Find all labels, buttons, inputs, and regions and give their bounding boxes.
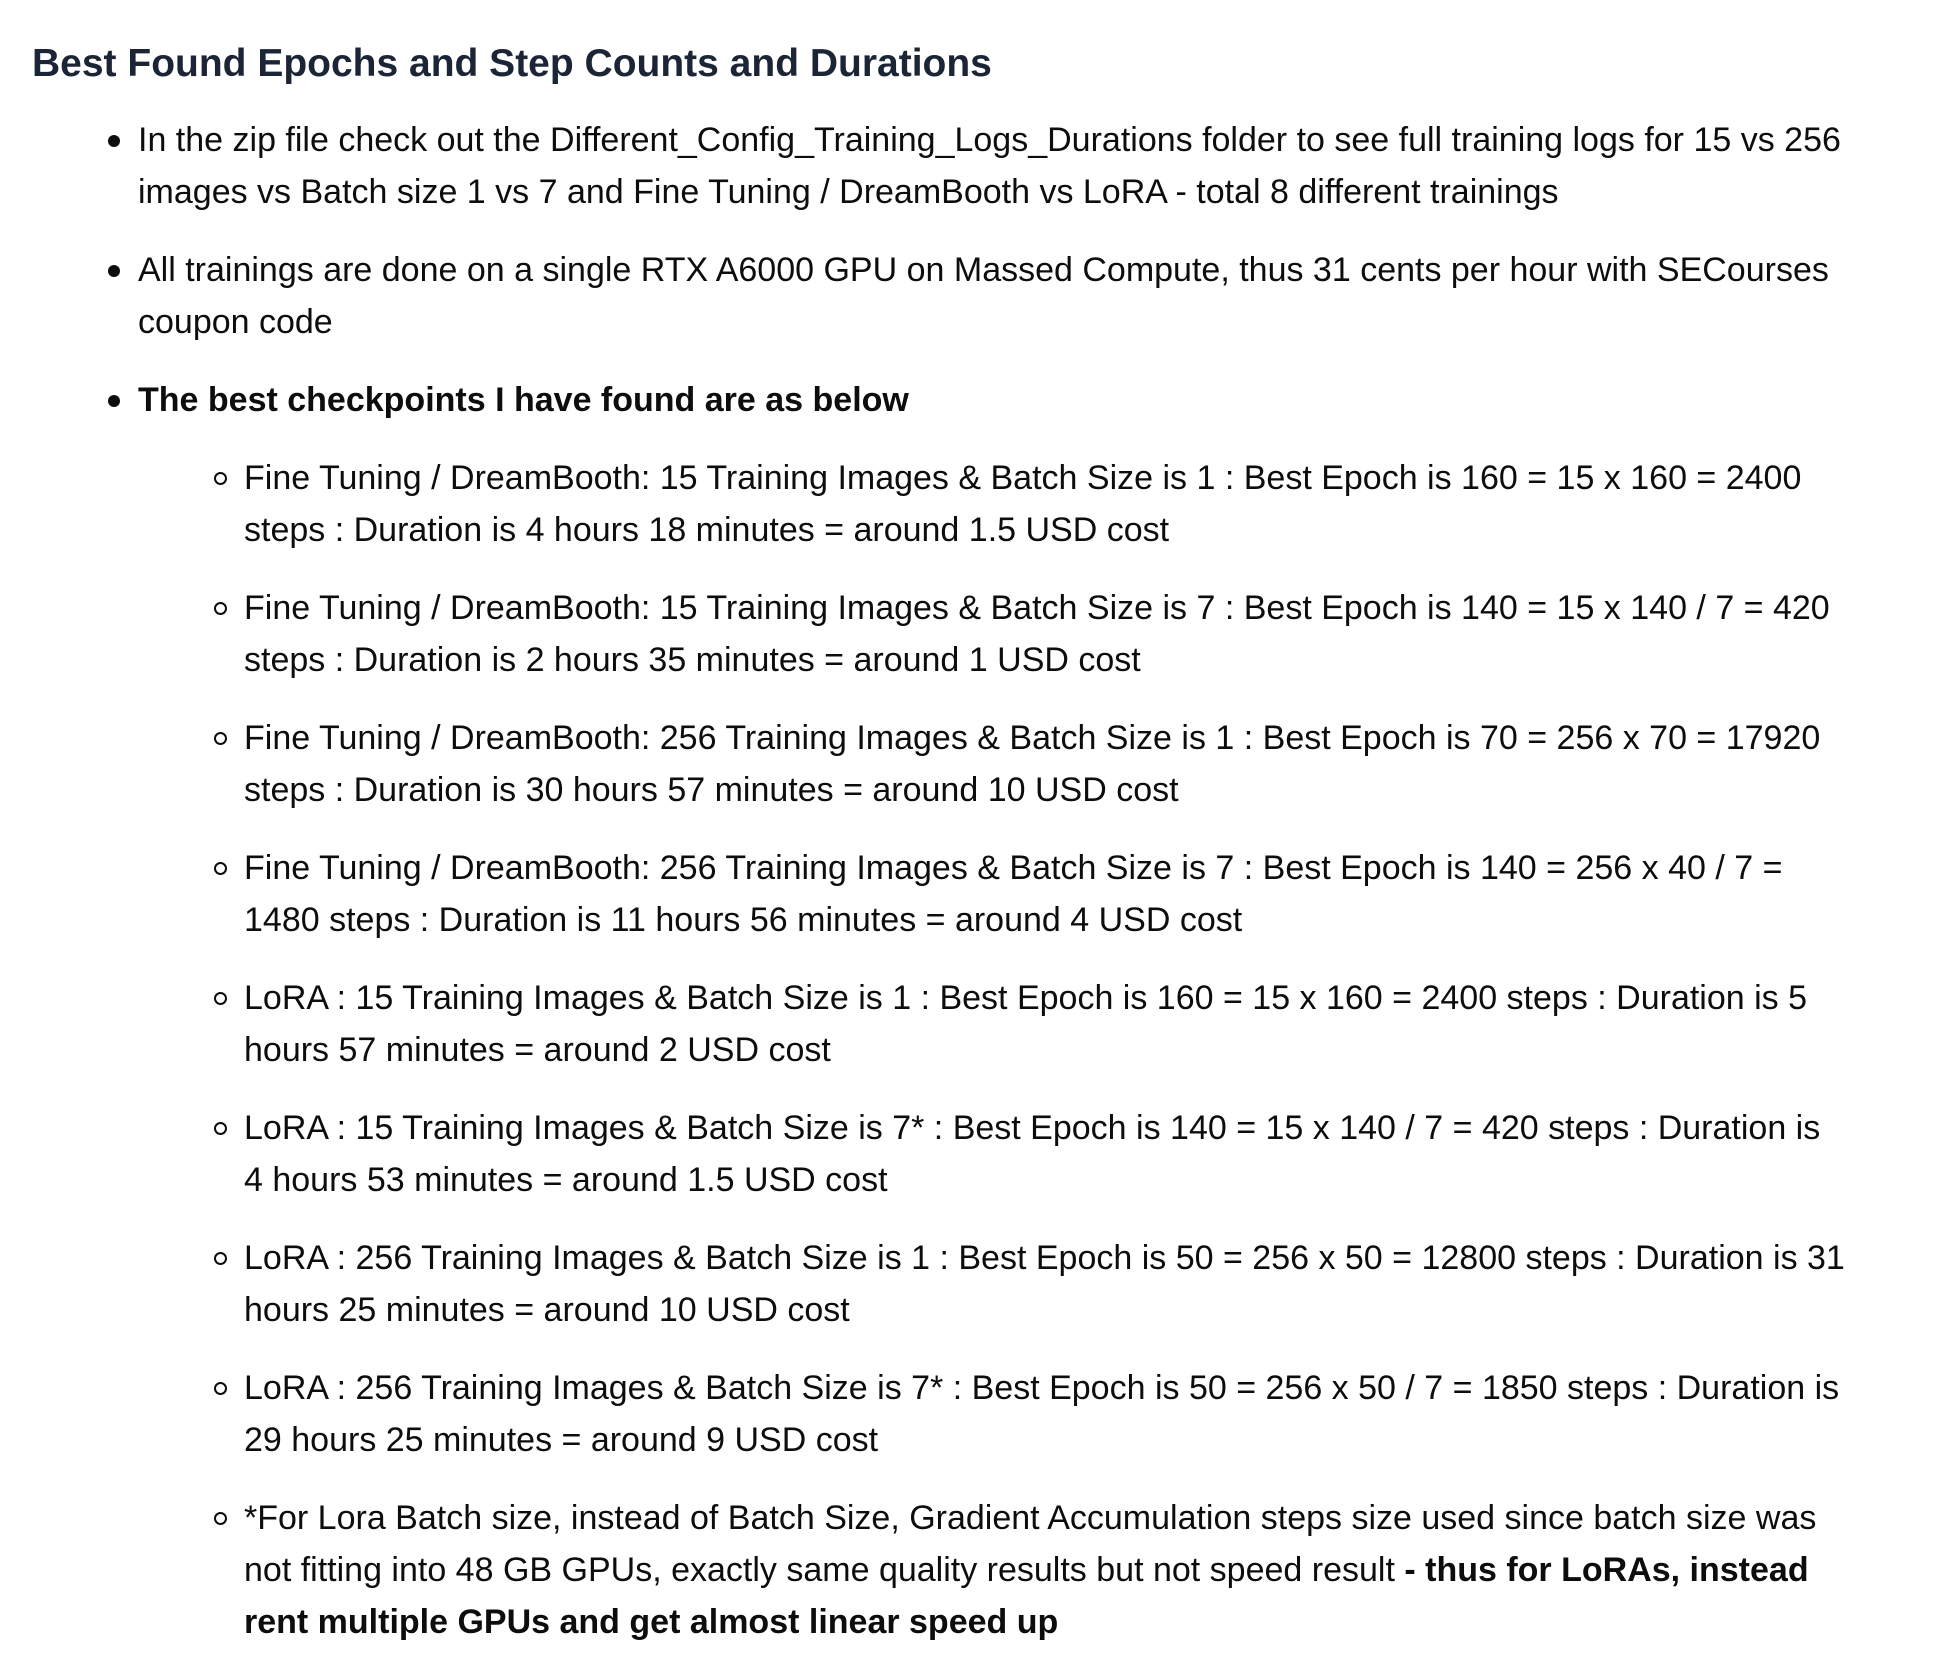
bullet-dot-icon [108, 395, 120, 407]
checkpoint-text: LoRA : 256 Training Images & Batch Size is 7* : Best Epoch is 50 = 256 x 50 / 7 = 1850 steps : Duration is 29 hours 25 minutes = around 9 USD cost [244, 1369, 1840, 1459]
checkpoint-text: LoRA : 15 Training Images & Batch Size is 7* : Best Epoch is 140 = 15 x 140 / 7 = 420 steps : Duration is 4 hours 53 minutes = around 1.5 USD cost [244, 1109, 1821, 1199]
list-item [32, 374, 1927, 1648]
bullet-list [32, 114, 1927, 1648]
checkpoint-text: LoRA : 256 Training Images & Batch Size is 1 : Best Epoch is 50 = 256 x 50 = 12800 steps : Duration is 31 hours 25 minutes = around 10 USD cost [244, 1239, 1845, 1329]
checkpoint-item [32, 452, 1887, 556]
section-heading: Best Found Epochs and Step Counts and Durations [32, 42, 992, 85]
checkpoint-text: Fine Tuning / DreamBooth: 256 Training Images & Batch Size is 1 : Best Epoch is 70 = 256 x 70 = 17920 steps : Duration is 30 hours 57 minutes = around 10 USD cost [244, 719, 1821, 809]
bullet-circle-icon [214, 1512, 227, 1525]
bullet-circle-icon [214, 862, 227, 875]
bullet-circle-icon [214, 992, 227, 1005]
checkpoint-item [32, 842, 1887, 946]
checkpoint-item [32, 712, 1887, 816]
list-item-text: In the zip file check out the Different_Config_Training_Logs_Durations folder to see full training logs for 15 vs 256 images vs Batch size 1 vs 7 and Fine Tuning / DreamBooth vs LoRA - total 8 different trainings [138, 121, 1841, 211]
bullet-dot-icon [108, 135, 120, 147]
bullet-circle-icon [214, 472, 227, 485]
bullet-circle-icon [214, 1382, 227, 1395]
footnote-emphasis: - thus for LoRAs, instead rent multiple GPUs and get almost linear speed up [244, 1551, 1809, 1641]
checkpoint-text: Fine Tuning / DreamBooth: 15 Training Images & Batch Size is 7 : Best Epoch is 140 = 15 x 140 / 7 = 420 steps : Duration is 2 hours 35 minutes = around 1 USD cost [244, 589, 1830, 679]
checkpoint-item [32, 1232, 1887, 1336]
bullet-circle-icon [214, 602, 227, 615]
list-item-text: All trainings are done on a single RTX A6000 GPU on Massed Compute, thus 31 cents per hour with SECourses coupon code [138, 251, 1829, 341]
bullet-circle-icon [214, 1252, 227, 1265]
checkpoint-item [32, 1362, 1887, 1466]
checkpoint-text: LoRA : 15 Training Images & Batch Size is 1 : Best Epoch is 160 = 15 x 160 = 2400 steps : Duration is 5 hours 57 minutes = around 2 USD cost [244, 979, 1808, 1069]
checkpoint-text: Fine Tuning / DreamBooth: 256 Training Images & Batch Size is 7 : Best Epoch is 140 = 256 x 40 / 7 = 1480 steps : Duration is 11 hours 56 minutes = around 4 USD cost [244, 849, 1783, 939]
checkpoint-item [32, 1102, 1887, 1206]
bullet-circle-icon [214, 1122, 227, 1135]
footnote-text: *For Lora Batch size, instead of Batch Size, Gradient Accumulation steps size used since batch size was not fitting into 48 GB GPUs, exactly same quality results but not speed result [244, 1499, 1817, 1589]
checkpoint-item [32, 582, 1887, 686]
bullet-dot-icon [108, 265, 120, 277]
list-item [32, 244, 1927, 348]
footnote-item [32, 1492, 1887, 1648]
checkpoint-list [32, 452, 1887, 1648]
checkpoint-text: Fine Tuning / DreamBooth: 15 Training Images & Batch Size is 1 : Best Epoch is 160 = 15 x 160 = 2400 steps : Duration is 4 hours 18 minutes = around 1.5 USD cost [244, 459, 1802, 549]
list-item-text: The best checkpoints I have found are as below [138, 381, 909, 419]
bullet-circle-icon [214, 732, 227, 745]
checkpoint-item [32, 972, 1887, 1076]
list-item [32, 114, 1927, 218]
